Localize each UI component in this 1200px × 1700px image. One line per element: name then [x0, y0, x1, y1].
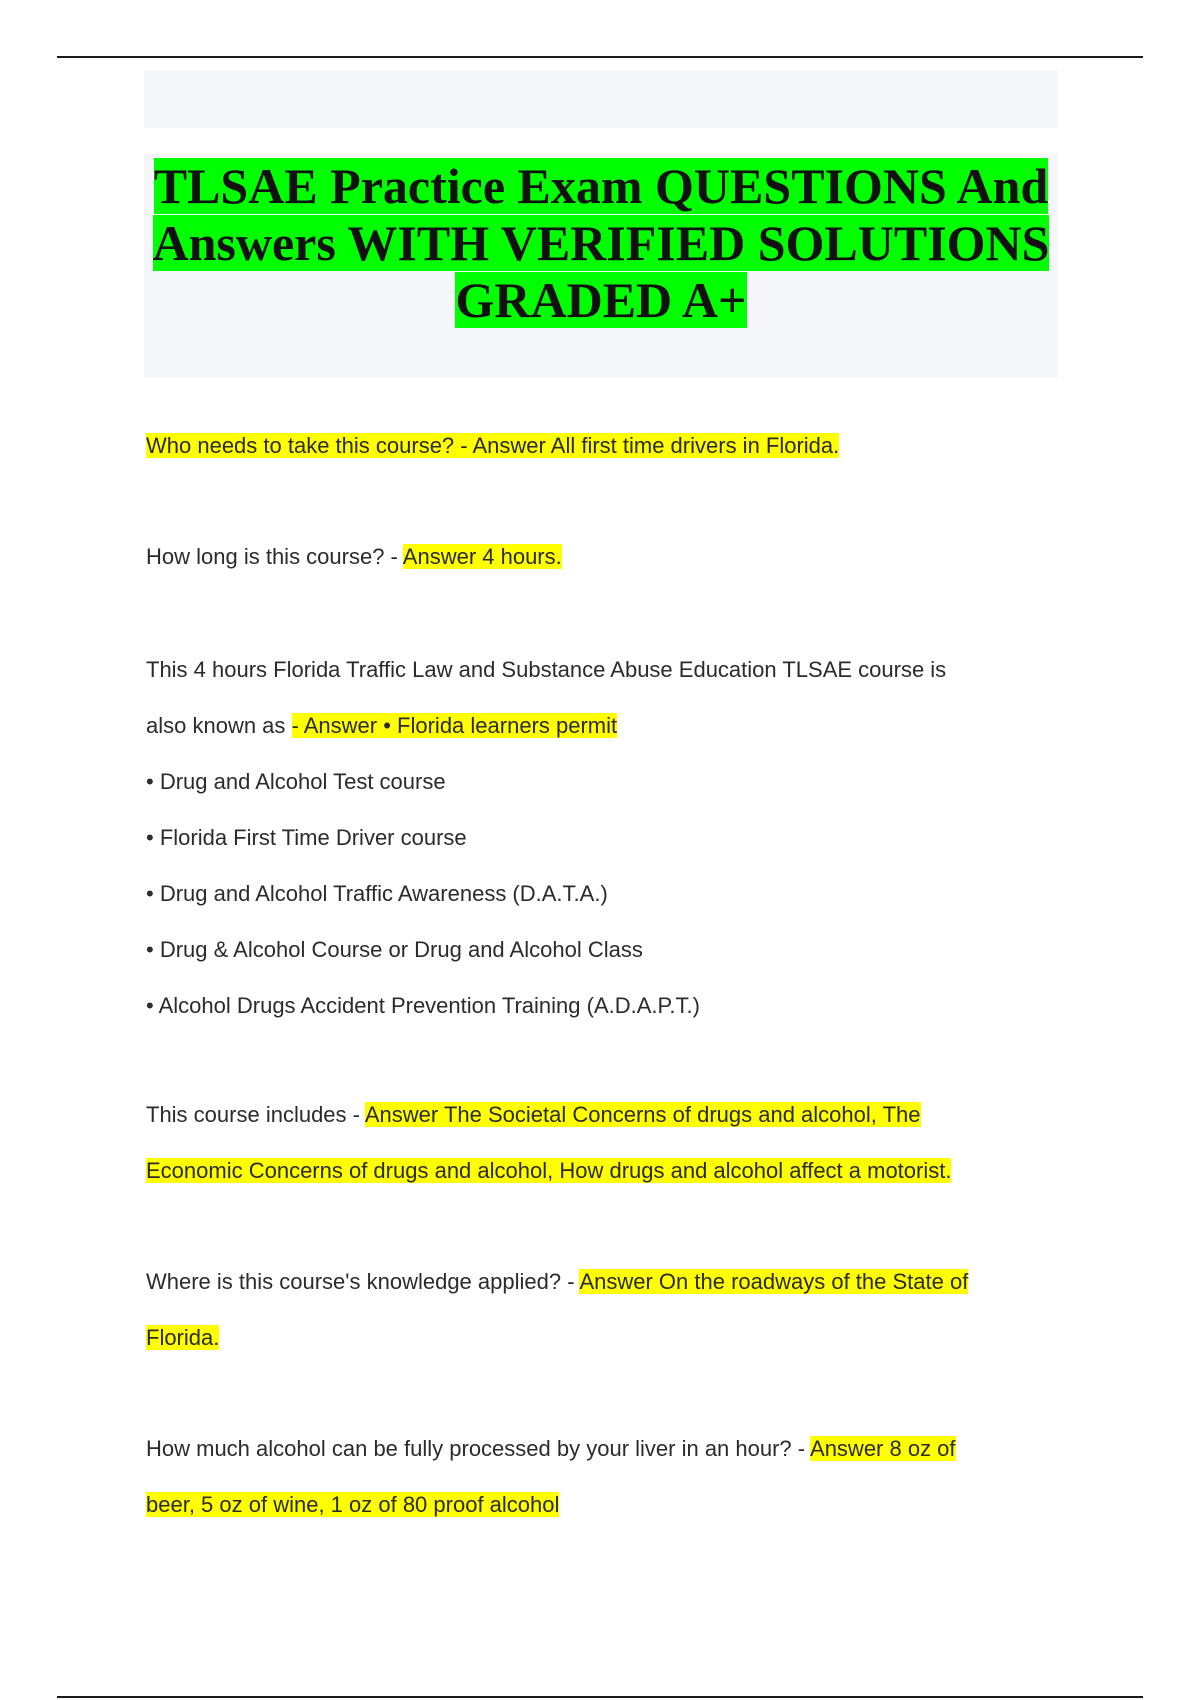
qa-6-answer-line2: beer, 5 oz of wine, 1 oz of 80 proof alcohol: [146, 1492, 560, 1517]
qa-5: [146, 1254, 1066, 1366]
qa-6: [146, 1421, 1066, 1533]
qa-5-question: Where is this course's knowledge applied? -: [146, 1269, 580, 1294]
list-item: • Drug and Alcohol Traffic Awareness (D.A.T.A.): [146, 881, 608, 906]
qa-4: [146, 1087, 1066, 1199]
list-item: • Florida First Time Driver course: [146, 825, 467, 850]
qa-2-question: How long is this course? -: [146, 544, 403, 569]
qa-5-answer-line1: Answer On the roadways of the State of: [579, 1269, 969, 1294]
bottom-rule: [57, 1696, 1143, 1698]
qa-2-answer: Answer 4 hours.: [402, 544, 562, 569]
qa-4-answer-line1: Answer The Societal Concerns of drugs and alcohol, The: [364, 1102, 921, 1127]
header-strip: [144, 70, 1058, 128]
page-title: [144, 158, 1058, 329]
list-item: • Drug and Alcohol Test course: [146, 769, 446, 794]
qa-3-answer: - Answer • Florida learners permit: [291, 713, 618, 738]
qa-1: [146, 418, 1066, 474]
qa-4-answer-line2: Economic Concerns of drugs and alcohol, How drugs and alcohol affect a motorist.: [146, 1158, 952, 1183]
list-item: • Drug & Alcohol Course or Drug and Alcohol Class: [146, 937, 643, 962]
qa-3-question-line1: This 4 hours Florida Traffic Law and Substance Abuse Education TLSAE course is: [146, 657, 947, 682]
list-item: • Alcohol Drugs Accident Prevention Training (A.D.A.P.T.): [146, 993, 700, 1018]
qa-1-text: Who needs to take this course? - Answer All first time drivers in Florida.: [146, 433, 840, 458]
top-rule: [57, 56, 1143, 58]
qa-4-question: This course includes -: [146, 1102, 365, 1127]
qa-3-question-line2: also known as: [146, 713, 292, 738]
qa-2: [146, 529, 1066, 585]
title-text: TLSAE Practice Exam QUESTIONS And Answers WITH VERIFIED SOLUTIONS GRADED A+: [152, 158, 1050, 328]
title-panel: [144, 154, 1058, 378]
qa-6-answer-line1: Answer 8 oz of: [810, 1436, 956, 1461]
qa-3: [146, 642, 1066, 1034]
qa-6-question: How much alcohol can be fully processed by your liver in an hour? -: [146, 1436, 811, 1461]
qa-5-answer-line2: Florida.: [146, 1325, 220, 1350]
